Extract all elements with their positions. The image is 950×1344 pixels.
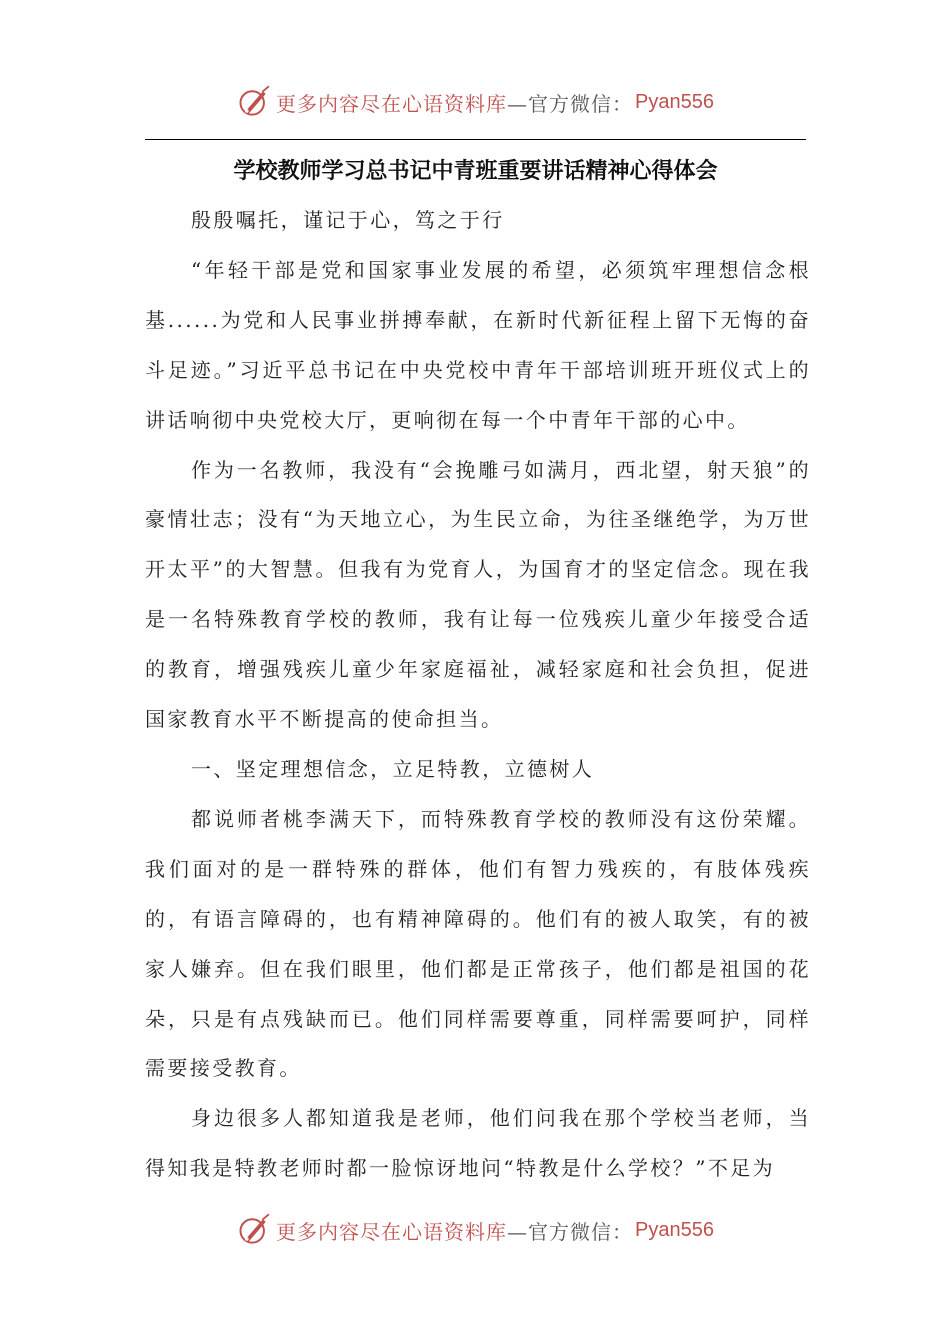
footer-watermark-banner [0, 1208, 950, 1252]
quill-pen-logo-icon [236, 1212, 272, 1248]
header-watermark-banner [0, 80, 950, 124]
banner-brand-text: 更多内容尽在心语资料库 [276, 91, 508, 116]
header-divider [145, 139, 806, 140]
paragraph-1: 殷殷嘱托，谨记于心，笃之于行 [191, 208, 505, 232]
banner-brand-text: 更多内容尽在心语资料库 [276, 1219, 508, 1244]
document-title: 学校教师学习总书记中青班重要讲话精神心得体会 [233, 159, 718, 184]
banner-wechat-id: Pyan556 [635, 1218, 714, 1241]
paragraph-3: 作为一名教师，我没有“会挽雕弓如满月，西北望，射天狼”的豪情壮志；没有“为天地立心，为生民立命，为往圣继绝学，为万世开太平”的大智慧。但我有为党育人，为国育才的坚定信念。现在我是一名特殊教育学校的教师，我有让每一位残疾儿童少年接受合适的教育，增强残疾儿童少年家庭福祉，减轻家庭和社会负担，促进国家教育水平不断提高的使命担当。 [145, 457, 811, 732]
banner-official-text: —官方微信： [507, 91, 634, 116]
quill-pen-logo-icon [236, 84, 272, 120]
banner-official-text: —官方微信： [507, 1219, 634, 1244]
paragraph-4: 都说师者桃李满天下，而特殊教育学校的教师没有这份荣耀。我们面对的是一群特殊的群体，他们有智力残疾的，有肢体残疾的，有语言障碍的，也有精神障碍的。他们有的被人取笑，有的被家人嫌弃。但在我们眼里，他们都是正常孩子，他们都是祖国的花朵，只是有点残缺而已。他们同样需要尊重，同样需要呵护，同样需要接受教育。 [145, 806, 811, 1081]
section-heading-1: 一、坚定理想信念，立足特教，立德树人 [191, 756, 595, 781]
paragraph-5: 身边很多人都知道我是老师，他们问我在那个学校当老师，当得知我是特教老师时都一脸惊讶地问“特教是什么学校？”不足为 [145, 1106, 811, 1181]
banner-wechat-id: Pyan556 [635, 90, 714, 113]
document-body [145, 196, 811, 1194]
paragraph-2: “年轻干部是党和国家事业发展的希望，必须筑牢理想信念根基......为党和人民事业拼搏奉献，在新时代新征程上留下无悔的奋斗足迹。”习近平总书记在中央党校中青年干部培训班开班仪式上的讲话响彻中央党校大厅，更响彻在每一个中青年干部的心中。 [145, 257, 811, 432]
